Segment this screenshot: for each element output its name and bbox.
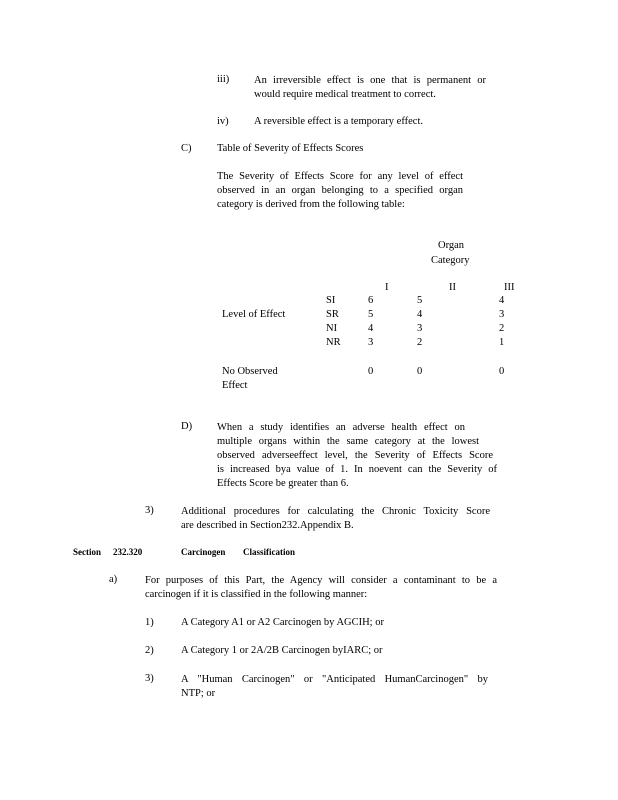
organ-header: Organ	[438, 240, 465, 251]
code-ni: NI	[326, 323, 338, 334]
cell-III-sr: 3	[499, 309, 505, 320]
item-d-label: D)	[181, 421, 193, 432]
item-3-line-2: are described in Section232.Appendix B.	[181, 520, 354, 531]
col-header-I: I	[385, 282, 389, 293]
cell-I-noe: 0	[368, 366, 374, 377]
list-3-label: 3)	[145, 673, 154, 684]
item-c-line-3: category is derived from the following table:	[217, 199, 405, 210]
cell-III-ni: 2	[499, 323, 505, 334]
cell-III-si: 4	[499, 295, 505, 306]
cell-I-sr: 5	[368, 309, 374, 320]
code-sr: SR	[326, 309, 339, 320]
item-d-line-2: multiple organs within the same category at the lowest	[217, 436, 479, 447]
section-number: 232.320	[113, 547, 143, 557]
item-3-paragraph	[181, 505, 490, 533]
item-d-line-4: is increased bya value of 1. In noevent can the Severity of	[217, 464, 497, 475]
no-observed-effect-label-2: Effect	[222, 380, 248, 391]
item-d-line-3: observed adverseeffect level, the Severity of Effects Score	[217, 450, 493, 461]
cell-I-ni: 4	[368, 323, 374, 334]
cell-II-sr: 4	[417, 309, 423, 320]
item-c-paragraph	[217, 170, 463, 212]
list-1-label: 1)	[145, 617, 154, 628]
code-nr: NR	[326, 337, 341, 348]
col-header-II: II	[449, 282, 456, 293]
item-d-line-1: When a study identifies an adverse health effect on	[217, 422, 465, 433]
category-header: Category	[431, 255, 470, 266]
col-header-III: III	[504, 282, 515, 293]
list-1-text: A Category A1 or A2 Carcinogen by AGCIH; or	[181, 617, 384, 628]
cell-III-nr: 1	[499, 337, 505, 348]
table-heading: Table of Severity of Effects Scores	[217, 143, 364, 154]
cell-II-nr: 2	[417, 337, 423, 348]
item-d-paragraph	[217, 421, 497, 491]
list-3-line-2: NTP; or	[181, 688, 216, 699]
item-iii-text	[254, 74, 486, 102]
list-3-paragraph	[181, 673, 488, 701]
section-title-2: Classification	[243, 547, 296, 557]
item-c-label: C)	[181, 143, 192, 154]
item-iv-text: A reversible effect is a temporary effect.	[254, 116, 423, 127]
item-d-line-5: Effects Score be greater than 6.	[217, 478, 349, 489]
item-c-line-1: The Severity of Effects Score for any level of effect	[217, 171, 463, 182]
item-iii-line-1: An irreversible effect is one that is permanent or	[254, 75, 486, 86]
list-3-line-1: A "Human Carcinogen" or "Anticipated HumanCarcinogen" by	[181, 674, 488, 685]
cell-I-si: 6	[368, 295, 374, 306]
section-word: Section	[73, 547, 101, 557]
list-2-text: A Category 1 or 2A/2B Carcinogen byIARC; or	[181, 645, 383, 656]
item-a-label: a)	[109, 574, 118, 585]
item-a-paragraph	[145, 574, 497, 602]
item-iii-line-2: would require medical treatment to correct.	[254, 89, 436, 100]
no-observed-effect-label: No Observed	[222, 366, 278, 377]
code-si: SI	[326, 295, 336, 306]
item-3-line-1: Additional procedures for calculating the Chronic Toxicity Score	[181, 506, 490, 517]
item-a-line-2: carcinogen if it is classified in the following manner:	[145, 589, 368, 600]
cell-III-noe: 0	[499, 366, 505, 377]
item-a-line-1: For purposes of this Part, the Agency will consider a contaminant to be a	[145, 575, 497, 586]
item-iv-label: iv)	[217, 116, 229, 127]
item-3-label: 3)	[145, 505, 154, 516]
cell-I-nr: 3	[368, 337, 374, 348]
cell-II-ni: 3	[417, 323, 423, 334]
item-c-line-2: observed in an organ belonging to a specified organ	[217, 185, 463, 196]
item-iii-label: iii)	[217, 74, 230, 85]
level-of-effect-label: Level of Effect	[222, 309, 286, 320]
cell-II-si: 5	[417, 295, 423, 306]
list-2-label: 2)	[145, 645, 154, 656]
cell-II-noe: 0	[417, 366, 423, 377]
section-title-1: Carcinogen	[181, 547, 226, 557]
